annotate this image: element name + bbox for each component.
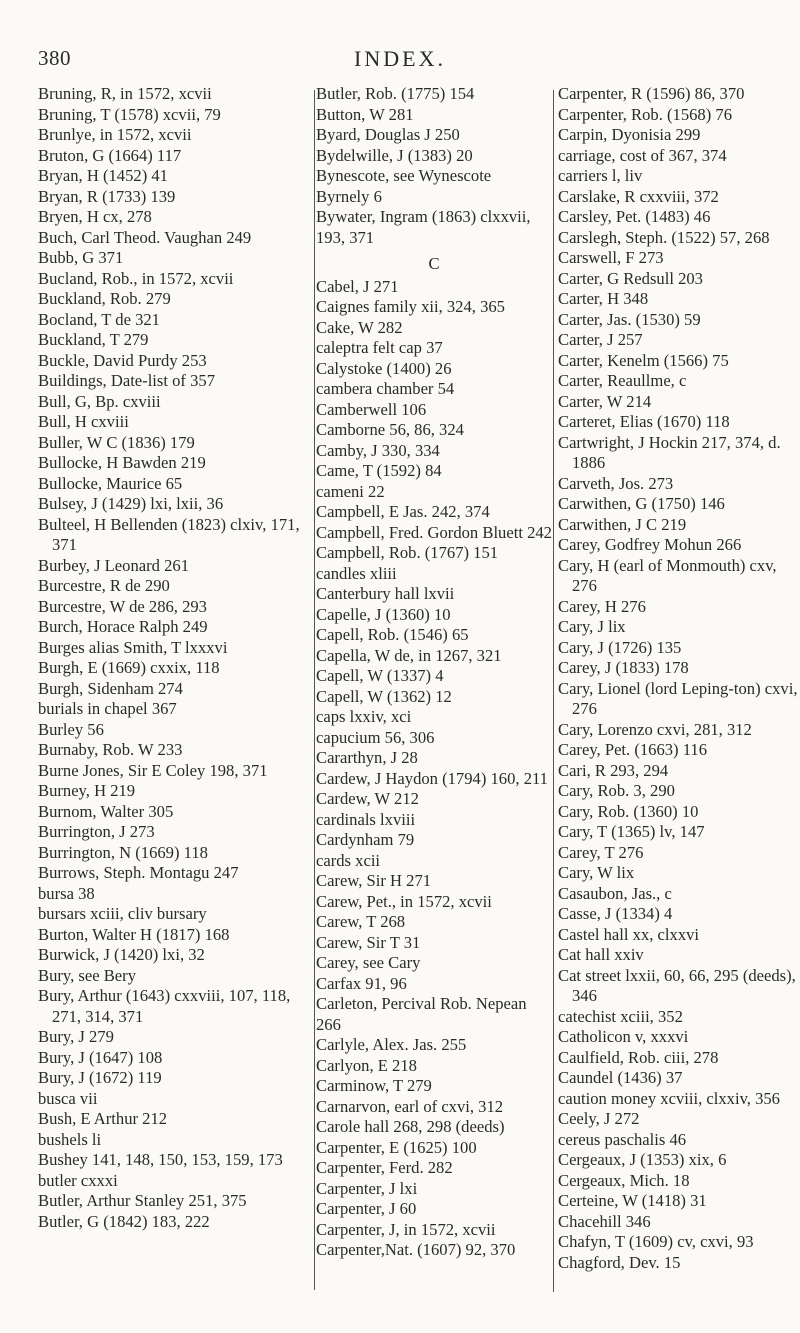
index-entry: Burrington, J 273 (38, 822, 155, 841)
index-entry: Bocland, T de 321 (38, 309, 160, 329)
index-entry: Carpenter, J 60 (316, 1199, 417, 1218)
index-entry: Carwithen, J C 219 (558, 514, 687, 534)
index-entry: cameni 22 (316, 481, 385, 501)
index-entry: butler cxxxi (38, 1170, 118, 1190)
index-entry: Carslake, R cxxviii, 372 (558, 186, 719, 206)
index-entry: Burnaby, Rob. W 233 (38, 740, 183, 759)
index-entry: Carey, T 276 (558, 842, 644, 862)
page-number: 380 (38, 46, 71, 70)
index-entry: Carter, H 348 (558, 289, 649, 308)
index-entry: Cabel, J 271 (316, 276, 399, 296)
index-entry: Cartwright, J Hockin 217, 374, d. 1886 (558, 432, 781, 472)
index-entry: Caulfield, Rob. ciii, 278 (558, 1047, 719, 1067)
index-entry: candles xliii (316, 563, 397, 583)
index-entry: Cararthyn, J 28 (316, 748, 418, 767)
index-entry: Butler, G (1842) 183, 222 (38, 1211, 210, 1231)
index-entry: Carswell, F 273 (558, 248, 664, 267)
index-entry: Cary, Lionel (lord Leping-ton) cxvi, 276 (558, 678, 798, 718)
index-entry: Burrington, N (1669) 118 (38, 842, 208, 862)
index-entry: Butler, Rob. (1775) 154 (316, 84, 475, 103)
index-entry: Burney, H 219 (38, 781, 136, 800)
index-entry: Bury, J 279 (38, 1027, 114, 1046)
index-entry: Bryan, H (1452) 41 (38, 166, 168, 185)
index-entry: Bury, Arthur (1643) cxxviii, 107, 118, 271, 314, 371 (38, 986, 291, 1026)
index-entry: caution money xcviii, clxxiv, 356 (558, 1088, 780, 1108)
index-entry: Carpenter, R (1596) 86, 370 (558, 84, 745, 103)
index-entry: Carsley, Pet. (1483) 46 (558, 207, 711, 226)
index-entry: Cary, W lix (558, 863, 635, 882)
index-entry: Catholicon v, xxxvi (558, 1027, 689, 1046)
index-entry: Carter, G Redsull 203 (558, 268, 703, 288)
column-rule (314, 90, 315, 1290)
index-entry: Cardew, J Haydon (1794) 160, 211 (316, 768, 548, 788)
index-entry: bursa 38 (38, 883, 95, 903)
index-entry: Buckland, Rob. 279 (38, 289, 171, 308)
index-entry: Capelle, J (1360) 10 (316, 604, 451, 624)
index-entry: Burcestre, W de 286, 293 (38, 596, 207, 616)
index-entry: Carnarvon, earl of cxvi, 312 (316, 1096, 504, 1116)
index-entry: cereus paschalis 46 (558, 1129, 687, 1149)
index-entry: Campbell, E Jas. 242, 374 (316, 502, 490, 521)
index-entry: Capell, Rob. (1546) 65 (316, 625, 469, 644)
index-entry: busca vii (38, 1088, 98, 1108)
index-entry: Byrnely 6 (316, 186, 382, 206)
index-entry: Castel hall xx, clxxvi (558, 924, 700, 944)
index-entry: Bury, see Bery (38, 965, 136, 985)
index-entry: Campbell, Rob. (1767) 151 (316, 543, 499, 562)
index-entry: Buckland, T 279 (38, 330, 149, 349)
index-entry: Cat hall xxiv (558, 945, 644, 964)
index-entry: Burne Jones, Sir E Coley 198, 371 (38, 760, 268, 780)
index-entry: Bush, E Arthur 212 (38, 1109, 168, 1128)
section-letter: C (428, 254, 440, 273)
index-entry: carriage, cost of 367, 374 (558, 145, 727, 165)
index-entry: Butler, Arthur Stanley 251, 375 (38, 1191, 247, 1210)
index-entry: cardinals lxviii (316, 809, 416, 829)
index-entry: Burgh, Sidenham 274 (38, 678, 183, 698)
index-entry: Calystoke (1400) 26 (316, 358, 452, 378)
index-entry: Bruning, T (1578) xcvii, 79 (38, 104, 221, 124)
index-entry: bursars xciii, cliv bursary (38, 904, 207, 923)
index-entry: Burnom, Walter 305 (38, 801, 174, 821)
index-entry: Caundel (1436) 37 (558, 1068, 683, 1087)
index-entry: Carey, Pet. (1663) 116 (558, 740, 708, 759)
index-entry: Bruning, R, in 1572, xcvii (38, 84, 212, 103)
index-entry: Button, W 281 (316, 104, 414, 124)
index-entry: Carpenter, J lxi (316, 1178, 418, 1198)
index-entry: Came, T (1592) 84 (316, 461, 442, 480)
index-entry: Casse, J (1334) 4 (558, 904, 673, 923)
index-entry: Burcestre, R de 290 (38, 576, 170, 595)
index-column-3 (558, 84, 798, 1273)
index-entry: Cergeaux, Mich. 18 (558, 1170, 690, 1190)
index-entry: Bury, J (1647) 108 (38, 1047, 163, 1067)
index-entry: Carew, Sir H 271 (316, 871, 432, 890)
index-entry: Bryen, H cx, 278 (38, 207, 152, 226)
index-entry: Carpenter,Nat. (1607) 92, 370 (316, 1240, 516, 1259)
index-entry: Bruton, G (1664) 117 (38, 145, 182, 165)
index-entry: Burbey, J Leonard 261 (38, 555, 189, 575)
index-entry: Burges alias Smith, T lxxxvi (38, 637, 228, 657)
index-entry: Cake, W 282 (316, 317, 403, 337)
index-entry: Carter, Kenelm (1566) 75 (558, 350, 729, 370)
index-entry: Capell, W (1362) 12 (316, 686, 452, 706)
index-entry: Bywater, Ingram (1863) clxxvii, 193, 371 (316, 207, 531, 247)
index-entry: Carpenter, J, in 1572, xcvii (316, 1219, 496, 1239)
index-entry: caps lxxiv, xci (316, 707, 412, 726)
index-entry: Bucland, Rob., in 1572, xcvii (38, 268, 234, 288)
index-entry: Cergeaux, J (1353) xix, 6 (558, 1150, 727, 1169)
index-entry: Bury, J (1672) 119 (38, 1068, 162, 1087)
index-entry: Cary, H (earl of Monmouth) cxv, 276 (558, 555, 777, 595)
index-entry: Chafyn, T (1609) cv, cxvi, 93 (558, 1232, 754, 1251)
index-entry: Carpenter, Rob. (1568) 76 (558, 104, 732, 124)
index-entry: Carminow, T 279 (316, 1076, 432, 1095)
page-header: INDEX. (354, 46, 446, 71)
index-entry: Brunlye, in 1572, xcvii (38, 125, 192, 144)
index-column-2 (316, 84, 552, 1261)
index-entry: Burrows, Steph. Montagu 247 (38, 863, 239, 882)
index-entry: Carteret, Elias (1670) 118 (558, 412, 730, 431)
index-entry: Bynescote, see Wynescote (316, 166, 492, 185)
index-entry: Casaubon, Jas., c (558, 883, 672, 903)
index-entry: Byard, Douglas J 250 (316, 125, 460, 144)
index-entry: Bullocke, H Bawden 219 (38, 453, 206, 472)
index-entry: Campbell, Fred. Gordon Bluett 242 (316, 522, 552, 542)
index-entry: burials in chapel 367 (38, 699, 177, 718)
index-entry: Burch, Horace Ralph 249 (38, 617, 208, 636)
index-entry: Carter, Jas. (1530) 59 (558, 309, 701, 329)
column-rule (553, 90, 554, 1292)
index-entry: Carey, Godfrey Mohun 266 (558, 535, 742, 554)
index-entry: Bulteel, H Bellenden (1823) clxiv, 171, 371 (38, 514, 300, 554)
index-entry: Carew, Sir T 31 (316, 932, 421, 952)
index-entry: Cardew, W 212 (316, 789, 419, 808)
index-entry: Capell, W (1337) 4 (316, 666, 444, 685)
index-entry: Carlyon, E 218 (316, 1055, 417, 1075)
index-entry: Cary, J lix (558, 617, 626, 636)
index-entry: Cary, J (1726) 135 (558, 637, 682, 657)
index-entry: Cari, R 293, 294 (558, 760, 669, 780)
index-entry: Carter, Reaullme, c (558, 371, 687, 390)
index-entry: Carew, Pet., in 1572, xcvii (316, 891, 492, 911)
index-entry: Cary, Rob. (1360) 10 (558, 801, 699, 821)
index-entry: Burgh, E (1669) cxxix, 118 (38, 658, 220, 677)
index-entry: Cary, Lorenzo cxvi, 281, 312 (558, 719, 752, 739)
index-entry: bushels li (38, 1129, 102, 1149)
index-entry: cambera chamber 54 (316, 379, 455, 398)
index-entry: Certeine, W (1418) 31 (558, 1191, 707, 1210)
index-entry: Camborne 56, 86, 324 (316, 420, 464, 439)
index-entry: Chacehill 346 (558, 1211, 651, 1231)
index-entry: Cardynham 79 (316, 830, 415, 849)
index-entry: Cary, T (1365) lv, 147 (558, 822, 705, 841)
index-entry: Carey, see Cary (316, 953, 421, 972)
index-entry: Buller, W C (1836) 179 (38, 432, 195, 452)
index-entry: Carole hall 268, 298 (deeds) (316, 1117, 505, 1136)
index-entry: caleptra felt cap 37 (316, 338, 443, 357)
index-column-1 (38, 84, 312, 1232)
index-entry: Carpenter, Ferd. 282 (316, 1158, 453, 1177)
index-entry: Burley 56 (38, 719, 104, 739)
index-entry: Carter, J 257 (558, 330, 643, 349)
index-entry: catechist xciii, 352 (558, 1006, 683, 1026)
index-entry: Carter, W 214 (558, 391, 652, 411)
index-entry: Carleton, Percival Rob. Nepean 266 (316, 994, 527, 1034)
index-entry: Carfax 91, 96 (316, 973, 407, 993)
index-entry: Carwithen, G (1750) 146 (558, 494, 725, 513)
index-entry: Cat street lxxii, 60, 66, 295 (deeds), 346 (558, 965, 796, 1005)
index-entry: Camberwell 106 (316, 399, 427, 419)
index-entry: Carey, J (1833) 178 (558, 658, 689, 677)
index-entry: Bulsey, J (1429) lxi, lxii, 36 (38, 494, 224, 513)
index-entry: Carveth, Jos. 273 (558, 473, 674, 493)
index-entry: Burton, Walter H (1817) 168 (38, 924, 230, 944)
index-entry: capucium 56, 306 (316, 727, 435, 747)
index-entry: Bull, G, Bp. cxviii (38, 391, 161, 411)
index-entry: cards xcii (316, 850, 381, 870)
index-entry: Carey, H 276 (558, 596, 646, 616)
index-entry: Caignes family xii, 324, 365 (316, 297, 505, 316)
index-entry: Carpenter, E (1625) 100 (316, 1137, 477, 1157)
index-entry: Bullocke, Maurice 65 (38, 473, 183, 493)
index-entry: Buch, Carl Theod. Vaughan 249 (38, 227, 252, 247)
index-entry: Carew, T 268 (316, 912, 406, 931)
index-entry: Bull, H cxviii (38, 412, 129, 431)
index-entry: Bubb, G 371 (38, 248, 124, 267)
index-entry: Capella, W de, in 1267, 321 (316, 645, 502, 665)
index-entry: Ceely, J 272 (558, 1109, 640, 1128)
index-entry: Burwick, J (1420) lxi, 32 (38, 945, 205, 964)
index-entry: Bushey 141, 148, 150, 153, 159, 173 (38, 1150, 283, 1169)
index-entry: Bydelwille, J (1383) 20 (316, 145, 473, 165)
index-entry: Buildings, Date-list of 357 (38, 371, 215, 390)
index-entry: Chagford, Dev. 15 (558, 1252, 681, 1272)
index-entry: Carslegh, Steph. (1522) 57, 268 (558, 227, 770, 247)
index-entry: Camby, J 330, 334 (316, 440, 440, 460)
index-entry: Bryan, R (1733) 139 (38, 186, 176, 206)
index-entry: Carlyle, Alex. Jas. 255 (316, 1035, 467, 1054)
index-entry: Canterbury hall lxvii (316, 584, 455, 603)
index-entry: Cary, Rob. 3, 290 (558, 781, 675, 800)
index-entry: carriers l, liv (558, 166, 643, 185)
index-entry: Buckle, David Purdy 253 (38, 350, 207, 370)
index-entry: Carpin, Dyonisia 299 (558, 125, 701, 144)
